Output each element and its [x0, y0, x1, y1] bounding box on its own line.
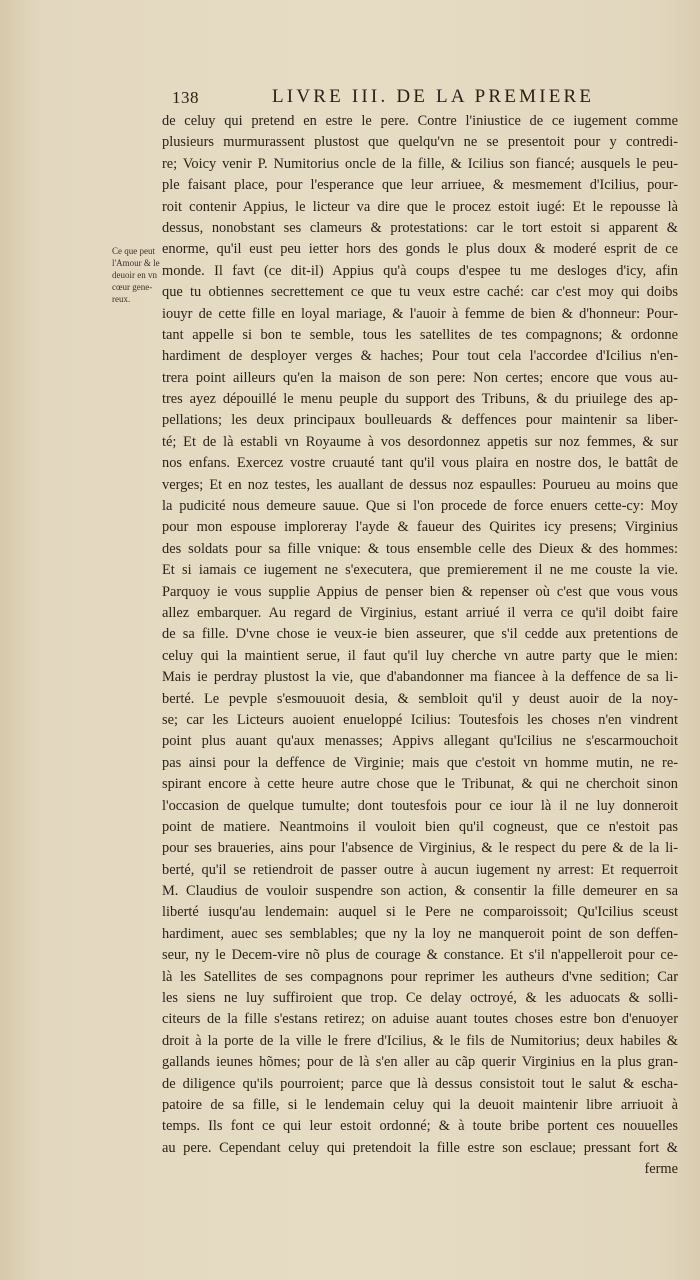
text-line: enorme, qu'il eust peu ietter hors des gonds le plus doux & moderé esprit de ce	[162, 241, 678, 258]
text-line: de diligence qu'ils pourroient; parce que là dessus consistoit tout le salut & escha-	[162, 1075, 678, 1092]
text-line: l'occasion de quelque tumulte; dont toutesfois pour ce iour là il ne luy donneroit	[162, 797, 678, 814]
text-line: patoire de sa fille, si le lendemain celuy qui la deuoit maintenir libre arriuoit à	[162, 1096, 678, 1113]
body-text	[162, 111, 678, 1181]
margin-note-line: Ce que peut	[112, 246, 155, 256]
text-line: iouyr de cette fille en loyal mariage, & l'auoir à femme de bien & d'honneur: Pour-	[162, 305, 678, 322]
text-line: berté, qu'il se retiendroit de passer outre à aucun iugement ny arrest: Et requerroit	[162, 861, 678, 878]
text-line: tres ayez dépouillé le menu peuple du support des Tribuns, & du priuilege des ap-	[162, 391, 678, 408]
text-line: té; Et de là establi vn Royaume à vos desordonnez appetis sur noz femmes, & sur	[162, 433, 678, 450]
text-line: que tu obtiennes secrettement ce que tu veux estre caché: car c'est moy qui doibs	[162, 284, 678, 301]
text-line: de celuy qui pretend en estre le pere. Contre l'iniustice de ce iugement comme	[162, 113, 678, 129]
text-line: les siens ne luy suffiroient que trop. Ce delay octroyé, & les aduocats & solli-	[162, 990, 678, 1007]
text-line: la pudicité nous demeure sauue. Que si l'on procede de force enuers cette-cy: Moy	[162, 498, 678, 515]
text-line: au pere. Cependant celuy qui pretendoit la fille estre son esclaue; pressant fort &	[162, 1139, 678, 1156]
text-line: spirant encore à cette heure autre chose que le Tribunat, & qui ne cherchoit sinon	[162, 776, 678, 793]
text-line: de sa fille. D'vne chose ie veux-ie bien asseurer, que s'il cedde aux pretentions de	[162, 626, 678, 643]
text-line: hardiment, auec ses semblables; que ny la loy ne manqueroit point de son deffen-	[162, 925, 678, 942]
text-line: roit contenir Appius, le licteur va dire que le procez estoit iugé: Et le repousse là	[162, 198, 678, 215]
text-line: plusieurs murmurassent plustost que quelqu'vn ne se presentoit pour y contredi-	[162, 134, 678, 151]
text-line: Mais ie perdray plustost la vie, que d'abandonner ma fiancee à la deffence de sa li-	[162, 669, 678, 686]
text-line: point de matiere. Neantmoins il vouloit bien qu'il cogneust, que ce n'estoit pas	[162, 818, 678, 835]
text-line: se; car les Licteurs auoient enueloppé Icilius: Toutesfois les choses n'en vindrent	[162, 711, 678, 728]
text-line: dessus, nonobstant ses clameurs & protestations: car le tort estoit si apparent &	[162, 219, 678, 236]
running-head: LIVRE III. DE LA PREMIERE	[272, 86, 595, 107]
text-line: Et si iamais ce iugement ne s'executera, que premierement il ne me couste la vie.	[162, 562, 678, 579]
text-line: seur, ny le Decem-vire nõ plus de courage & constance. Et s'il n'appelleroit pour ce-	[162, 947, 678, 964]
text-line: pour mon espouse imploreray l'ayde & faueur des Quirites icy presens; Virginius	[162, 519, 678, 536]
text-line: temps. Ils font ce qui leur estoit ordonné; & à toute bribe portent ces nouuelles	[162, 1118, 678, 1135]
text-line: nos enfans. Exercez vostre cruauté tant qu'il vous plaira en nostre dos, le battât de	[162, 455, 678, 472]
catchword: ferme	[644, 1161, 678, 1178]
margin-note	[112, 245, 164, 305]
margin-note-line: reux.	[112, 294, 131, 304]
text-line: pour ses braueries, ains pour l'absence de Virginius, & le respect du pere & de la li-	[162, 840, 678, 857]
text-line: pas ainsi pour la deffence de Virginie; mais que c'estoit vn homme mutin, ne re-	[162, 754, 678, 771]
text-line: droit à la porte de la ville le frere d'Icilius, & le fils de Numitorius; deux habiles &	[162, 1032, 678, 1049]
text-line: allez embarquer. Au regard de Virginius, estant arriué il verra ce qu'il doibt faire	[162, 604, 678, 621]
text-line: hardiment de desployer verges & haches; Pour tout cela l'accordee d'Icilius n'en-	[162, 348, 678, 365]
text-line: pellations; les deux principaux boulleuards & deffences pour maintenir sa liber-	[162, 412, 678, 429]
text-line: Parquoy ie vous supplie Appius de penser bien & repenser où c'est que vous vous	[162, 583, 678, 600]
text-line: berté. Le pevple s'esmouuoit desia, & sembloit qu'il y deust auoir de la noy-	[162, 690, 678, 707]
margin-note-line: deuoir en vn	[112, 270, 157, 280]
text-line: liberté iusqu'au lendemain: auquel si le Pere ne comparoissoit; Qu'Icilius sceust	[162, 904, 678, 921]
text-line: citeurs de la fille s'estans retirez; on aduise auant toutes choses estre bon d'enuoyer	[162, 1011, 678, 1028]
text-line: tant appelle si bon te semble, tous les satellites de tes compagnons; & ordonne	[162, 326, 678, 343]
text-line: re; Voicy venir P. Numitorius oncle de la fille, & Icilius son fiancé; ausquels le peu-	[162, 155, 678, 172]
margin-note-line: cœur gene-	[112, 282, 153, 292]
text-line: verges; Et en noz testes, les auallant de dessus noz espaulles: Pourueu au moins que	[162, 476, 678, 493]
text-line: ple faisant place, pour l'esperance que leur arriuee, & mesmement d'Icilius, pour-	[162, 177, 678, 194]
text-line: des soldats pour sa fille vnique: & tous ensemble celle des Dieux & des hommes:	[162, 540, 678, 557]
text-line: gallands ieunes hõmes; pour de là s'en aller au cãp querir Virginius en la plus gran-	[162, 1054, 678, 1071]
text-line: celuy qui la maintient serue, il faut qu'il luy cherche vn autre party que le mien:	[162, 647, 678, 664]
text-line: là les Satellites de ses compagnons pour reprimer les autheurs d'vne sedition; Car	[162, 968, 678, 985]
text-line: trera point ailleurs qu'en la maison de son pere: Non certes; encore que vous au-	[162, 369, 678, 386]
text-line: M. Claudius de vouloir suspendre son action, & consentir la fille demeurer en sa	[162, 883, 678, 900]
text-line: monde. Il favt (ce dit-il) Appius qu'à coups d'espee tu me desloges d'icy, afin	[162, 262, 678, 279]
margin-note-line: l'Amour & le	[112, 258, 160, 268]
page-header	[172, 86, 672, 110]
text-line: point plus auant qu'aux menasses; Appivs allegant qu'Icilius ne s'escarmouchoit	[162, 733, 678, 750]
page-number: 138	[172, 88, 199, 107]
